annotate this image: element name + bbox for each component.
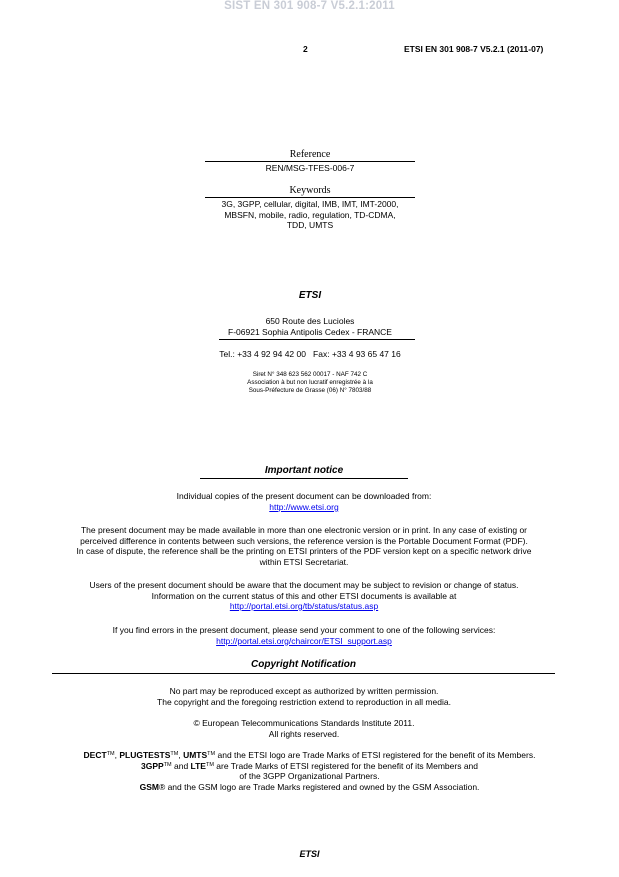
versions-paragraph — [30, 525, 578, 567]
address-divider — [219, 339, 415, 340]
3gpp-mark: 3GPP — [140, 760, 164, 771]
versions-line: The present document may be made available in more than one electronic version or in print. In any case of existing or — [80, 525, 528, 535]
reference-label: Reference — [289, 149, 331, 160]
status-link[interactable]: http://portal.etsi.org/tb/status/status.asp — [229, 601, 379, 611]
copyright-owner-line: All rights reserved. — [268, 728, 340, 739]
keywords-label: Keywords — [289, 185, 331, 196]
notice-divider — [200, 478, 408, 479]
copyright-owner — [40, 718, 568, 739]
support-link[interactable]: http://portal.etsi.org/chaircor/ETSI_support.asp — [216, 635, 392, 646]
keywords-divider — [205, 197, 415, 198]
plugtests-mark: PLUGTESTS — [119, 750, 171, 760]
copyright-line: The copyright and the foregoing restriction extend to reproduction in all media. — [157, 696, 451, 707]
trademarks-line-1: DECT™, PLUGTESTS™, UMTS™ and the ETSI logo are Trade Marks of ETSI registered for the benefit of its Members. — [83, 750, 536, 760]
copyright-divider — [52, 673, 555, 674]
etsi-phone-fax: Tel.: +33 4 92 94 42 00 Fax: +33 4 93 65 47 16 — [219, 349, 401, 359]
keywords-line: 3G, 3GPP, cellular, digital, IMB, IMT, IMT-2000, — [221, 199, 399, 209]
watermark-text: SIST EN 301 908-7 V5.2.1:2011 — [224, 0, 395, 12]
copyright-owner-line: © European Telecommunications Standards Institute 2011. — [193, 718, 415, 728]
trademarks-line-2: 3GPP™ and LTE™ are Trade Marks of ETSI registered for the benefit of its Members and — [140, 760, 479, 771]
keywords-line: TDD, UMTS — [286, 220, 334, 230]
etsi-name: ETSI — [298, 290, 322, 301]
etsi-address — [195, 316, 425, 337]
gsm-mark: GSM — [139, 781, 159, 792]
versions-line: perceived difference in contents between such versions, the reference version is the Portable Document Format (PDF). — [80, 535, 528, 546]
keywords-list — [180, 199, 440, 231]
copyright-line: No part may be reproduced except as authorized by written permission. — [169, 686, 439, 696]
copyright-heading: Copyright Notification — [251, 659, 356, 670]
download-link-row — [40, 502, 568, 513]
reference-divider — [205, 161, 415, 162]
address-line: 650 Route des Lucioles — [265, 316, 355, 326]
reference-value: REN/MSG-TFES-006-7 — [265, 163, 355, 173]
revision-line: Users of the present document should be aware that the document may be subject to revision or change of status. — [89, 580, 519, 590]
lte-mark: LTE — [190, 760, 206, 771]
revision-paragraph — [40, 580, 568, 612]
trademarks-paragraph — [20, 750, 599, 792]
important-notice-heading: Important notice — [264, 465, 344, 476]
errors-paragraph — [40, 625, 568, 646]
siret-line: Association à but non lucratif enregistrée à la — [247, 379, 373, 386]
versions-line: In case of dispute, the reference shall be the printing on ETSI printers of the PDF version kept on a specific network drive — [76, 546, 532, 556]
page-number: 2 — [303, 44, 308, 54]
keywords-line: MBSFN, mobile, radio, regulation, TD-CDMA, — [224, 209, 396, 220]
dect-mark: DECT — [83, 750, 107, 760]
copyright-paragraph — [40, 686, 568, 707]
siret-line: Sous-Préfecture de Grasse (06) N° 7803/88 — [248, 387, 372, 394]
errors-text: If you find errors in the present document, please send your comment to one of the following services: — [112, 625, 496, 635]
address-line: F-06921 Sophia Antipolis Cedex - FRANCE — [228, 326, 392, 337]
siret-info — [205, 371, 415, 395]
revision-line: Information on the current status of this and other ETSI documents is available at — [151, 590, 457, 601]
siret-line: Siret N° 348 623 562 00017 - NAF 742 C — [252, 371, 368, 378]
trademarks-line-3: of the 3GPP Organizational Partners. — [239, 771, 380, 781]
document-title: ETSI EN 301 908-7 V5.2.1 (2011-07) — [404, 44, 544, 54]
download-text: Individual copies of the present document can be downloaded from: — [176, 491, 432, 501]
footer-etsi: ETSI — [299, 849, 320, 859]
trademarks-line-4: GSM® and the GSM logo are Trade Marks registered and owned by the GSM Association. — [139, 781, 480, 792]
versions-line: within ETSI Secretariat. — [259, 556, 349, 567]
umts-mark: UMTS — [183, 750, 208, 760]
etsi-website-link[interactable]: http://www.etsi.org — [269, 502, 339, 512]
